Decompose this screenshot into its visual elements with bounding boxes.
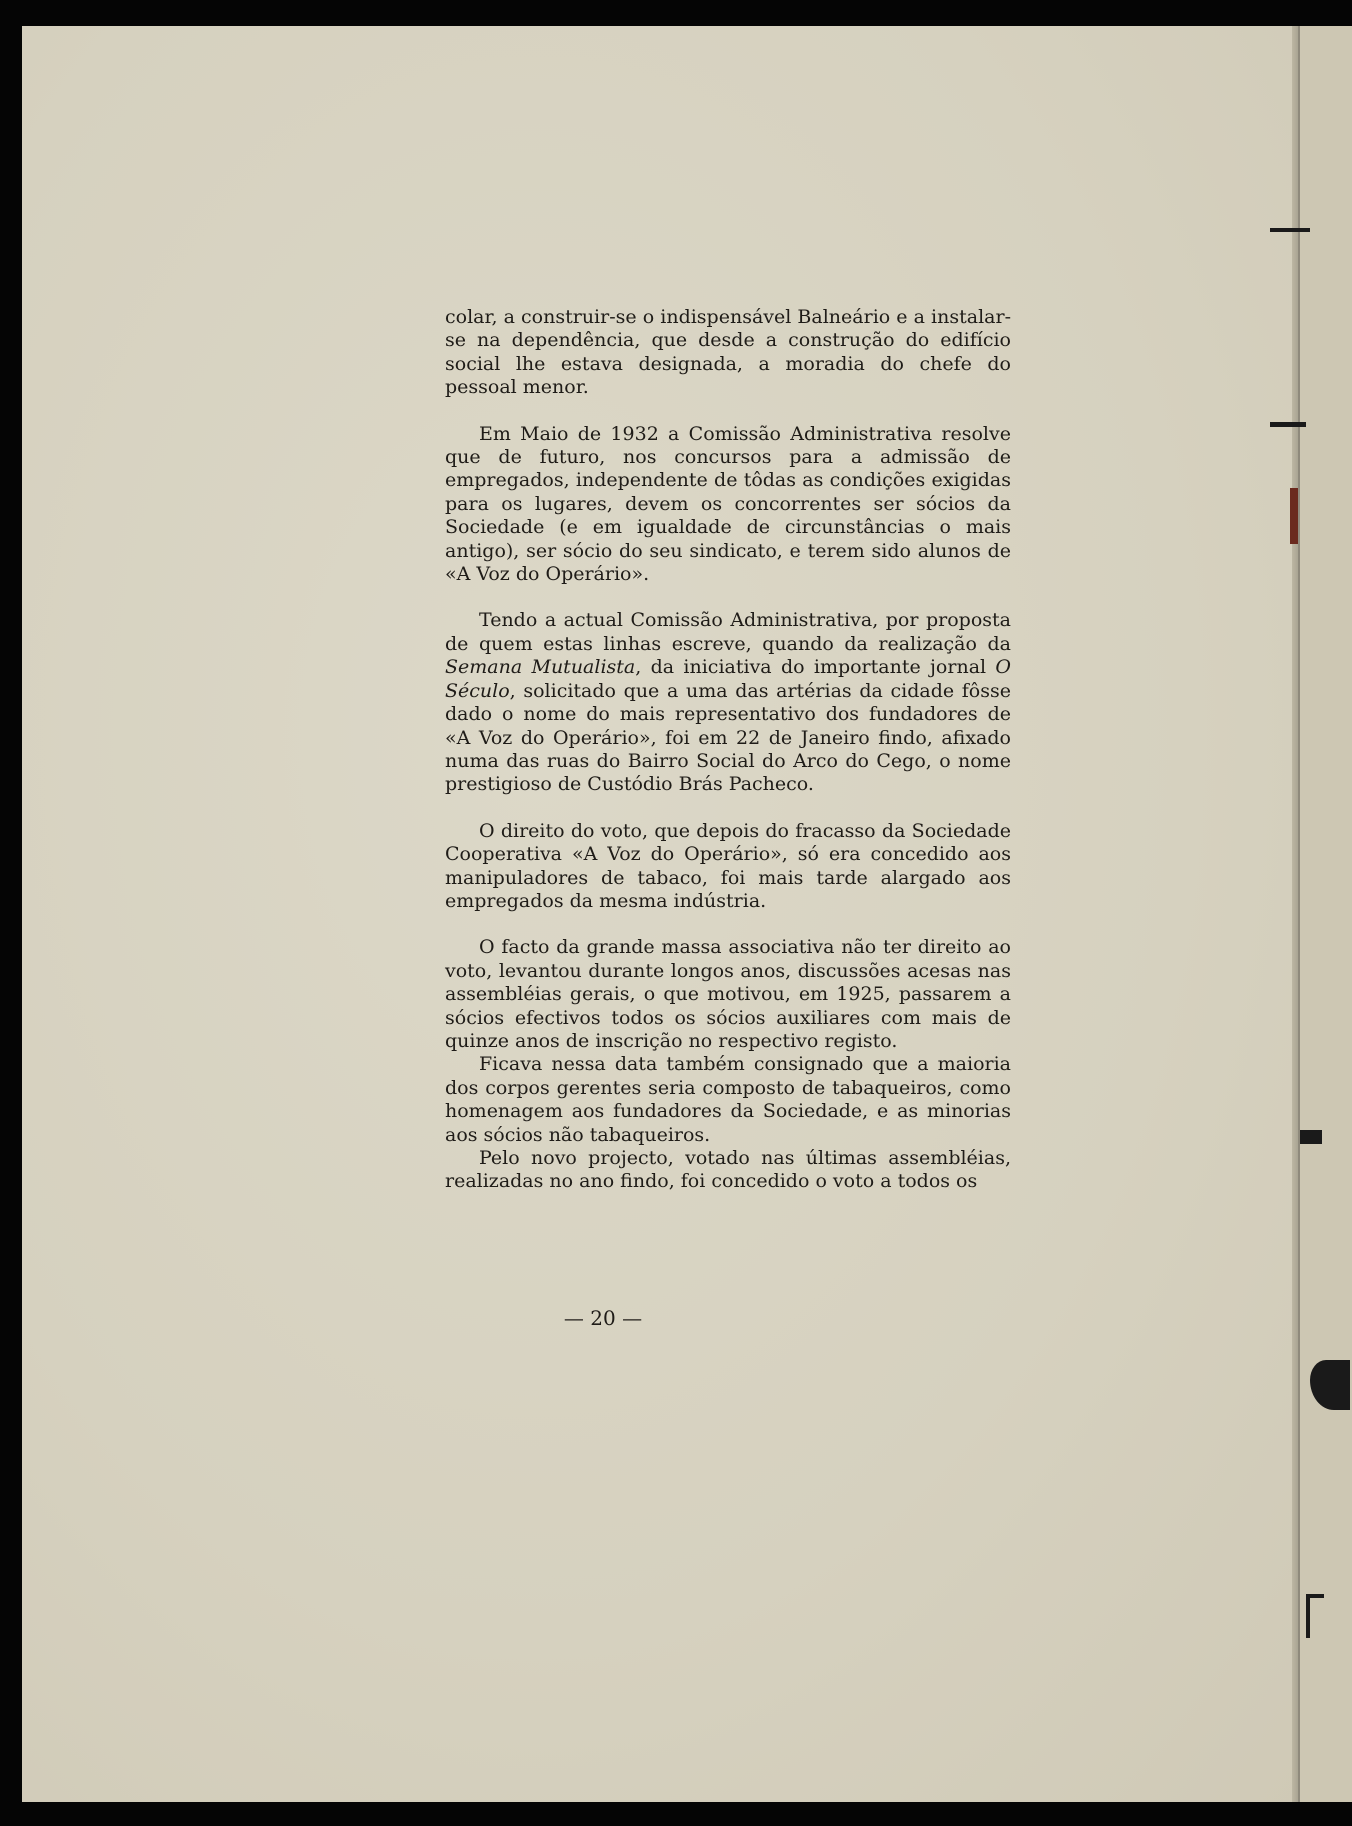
paragraph-text: , da iniciativa do importante jornal xyxy=(635,656,996,679)
italic-newspaper-name: O Século xyxy=(445,656,1011,702)
binding-mark xyxy=(1270,228,1310,232)
paragraph-1925-change: O facto da grande massa associativa não ter direito ao voto, levantou durante longos anos, discussões acesas nas assembléias gerais, o que motivou, em 1925, passarem a sócios efectivos todos os sócios auxiliares com mais de quinze anos de inscrição no respectivo registo. xyxy=(445,936,1011,1052)
paragraph-text: , solicitado que a uma das artérias da cidade fôsse dado o nome do mais representativo dos fundadores de «A Voz do Operário», foi em 22 de Janeiro findo, afixado numa das ruas do Bairro Social do Arco do Cego, o nome prestigioso de Custódio Brás Pacheco. xyxy=(445,679,1011,796)
paragraph-hiring-rules: Em Maio de 1932 a Comissão Administrativa resolve que de futuro, nos concursos para a admissão de empregados, independente de tôdas as condições exigidas para os lugares, devem os concorrentes ser sócios da Sociedade (e em igualdade de circunstâncias o mais antigo), ser sócio do seu sindicato, e terem sido alunos de «A Voz do Operário». xyxy=(445,422,1011,586)
body-text xyxy=(445,306,1011,1194)
paragraph-gap xyxy=(445,586,1011,609)
page-number xyxy=(22,1306,1308,1330)
binding-mark xyxy=(1270,422,1306,427)
binding-mark xyxy=(1300,1130,1322,1144)
page-number-text: — 20 — xyxy=(563,1306,643,1330)
paragraph-voting-right: O direito do voto, que depois do fracasso da Sociedade Cooperativa «A Voz do Operário», só era concedido aos manipuladores de tabaco, foi mais tarde alargado aos empregados da mesma indústria. xyxy=(445,819,1011,912)
paper-sheet xyxy=(22,26,1308,1802)
paragraph-gap xyxy=(445,400,1011,423)
paragraph-continuation: colar, a construir-se o indispensável Balneário e a instalar-se na dependência, que desde a construção do edifício social lhe estava designada, a moradia do chefe do pessoal menor. xyxy=(445,306,1011,399)
paragraph-gap xyxy=(445,913,1011,936)
binding-mark xyxy=(1290,488,1298,544)
paragraph-text: Tendo a actual Comissão Administrativa, por proposta de quem estas linhas escreve, quando da realização da xyxy=(445,609,1011,655)
paragraph-new-project: Pelo novo projecto, votado nas últimas assembléias, realizadas no ano findo, foi concedido o voto a todos os xyxy=(445,1147,1011,1193)
next-page-edge xyxy=(1298,26,1352,1802)
paragraph-street-naming xyxy=(445,609,1011,796)
italic-event-name: Semana Mutualista xyxy=(445,656,636,679)
binding-mark xyxy=(1306,1598,1310,1638)
paragraph-gap xyxy=(445,797,1011,820)
paragraph-governing-bodies: Ficava nessa data também consignado que a maioria dos corpos gerentes seria composto de tabaqueiros, como homenagem aos fundadores da Sociedade, e as minorias aos sócios não tabaqueiros. xyxy=(445,1053,1011,1146)
